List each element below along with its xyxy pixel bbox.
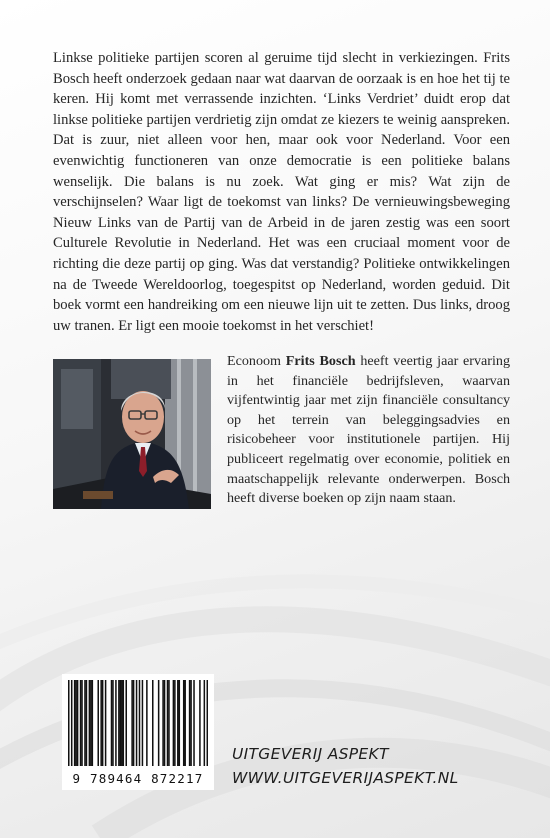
author-bio <box>227 352 510 509</box>
barcode-bar <box>174 680 176 766</box>
bio-text: heeft veertig jaar ervaring in het financiële bedrijfsleven, waarvan vijfentwintig jaar met zijn financiële consultancy op het terrein van beleggingsadvies en risicobeheer voor institutionele partijen. Hij publiceert regelmatig over economie, politiek en maatschappelijk relevante onderwerpen. Bosch heeft diverse boeken op zijn naam staan. <box>227 353 511 507</box>
barcode-bar <box>179 680 181 766</box>
barcode-bar <box>131 680 133 766</box>
barcode-bars <box>68 680 208 766</box>
publisher-info <box>232 742 459 790</box>
publisher-website: WWW.UITGEVERIJASPEKT.NL <box>232 769 459 787</box>
barcode-bar <box>92 680 94 766</box>
barcode-bar <box>139 680 141 766</box>
barcode-bar <box>204 680 206 766</box>
barcode-bar <box>184 680 186 766</box>
author-name: Frits Bosch <box>285 353 356 369</box>
barcode-bar <box>177 680 179 766</box>
barcode-bar <box>207 680 208 766</box>
barcode-bar <box>68 680 70 766</box>
barcode-bar <box>77 680 79 766</box>
barcode-bar <box>100 680 102 766</box>
barcode-bar <box>146 680 148 766</box>
isbn-number: 9 789464 872217 <box>72 771 204 786</box>
barcode-bar <box>71 680 73 766</box>
barcode-bar <box>74 680 76 766</box>
barcode-bar <box>81 680 83 766</box>
barcode-bar <box>125 680 127 766</box>
barcode-bar <box>173 680 175 766</box>
barcode-bar <box>199 680 201 766</box>
back-cover-blurb: Linkse politieke partijen scoren al geruime tijd slecht in verkiezingen. Frits Bosch heeft onderzoek gedaan naar wat daarvan de oorzaak is en hoe het tij te keren. Hij komt met verrassende inzichten. ‘Links Verdriet’ duidt erop dat linkse politieke partijen verdrietig zijn omdat ze kiezers te weinig aanspreken. Dat is zuur, niet alleen voor hen, maar ook voor Nederland. Voor een evenwichtig functioneren van onze democratie is een politieke balans wenselijk. Die balans is nu zoek. Wat ging er mis? Wat zijn de verschijnselen? Waar ligt de toekomst van links? De vernieuwingsbeweging Nieuw Links van de Partij van de Arbeid in de jaren zestig was een soort Culturele Revolutie in Nederland. Het was een cruciaal moment voor de richting die deze partij op ging. Was dat verstandig? Politieke ontwikkelingen na de Tweede Wereldoorlog, toegespitst op Nederland, worden geduid. Dit boek vormt een handreiking om een nieuwe lijn uit te zetten. Dus links, droog uw tranen. Er ligt een mooie toekomst in het verschiet! <box>53 50 510 334</box>
barcode-bar <box>193 680 195 766</box>
barcode-bar <box>142 680 144 766</box>
barcode-bar <box>120 680 122 766</box>
barcode-bar <box>152 680 154 766</box>
barcode-bar <box>102 680 104 766</box>
barcode-bar <box>118 680 120 766</box>
barcode-bar <box>133 680 135 766</box>
author-photo <box>53 359 211 509</box>
barcode-bar <box>75 680 77 766</box>
barcode-bar <box>115 680 117 766</box>
barcode-bar <box>164 680 166 766</box>
barcode-bar <box>183 680 185 766</box>
barcode-bar <box>105 680 107 766</box>
barcode-bar <box>158 680 160 766</box>
barcode-bar <box>162 680 164 766</box>
barcode-bar <box>121 680 123 766</box>
barcode-bar <box>90 680 92 766</box>
barcode-bar <box>168 680 170 766</box>
barcode-bar <box>123 680 125 766</box>
barcode-bar <box>80 680 82 766</box>
barcode-bar <box>167 680 169 766</box>
publisher-name: UITGEVERIJ ASPEKT <box>232 745 389 763</box>
barcode-bar <box>89 680 91 766</box>
isbn-barcode <box>62 674 214 790</box>
barcode-bar <box>189 680 191 766</box>
barcode-bar <box>86 680 88 766</box>
barcode-bar <box>190 680 192 766</box>
barcode-bar <box>136 680 138 766</box>
bio-lead: Econoom <box>227 353 286 369</box>
barcode-bar <box>112 680 114 766</box>
barcode-bar <box>84 680 86 766</box>
barcode-bar <box>111 680 113 766</box>
barcode-bar <box>97 680 99 766</box>
